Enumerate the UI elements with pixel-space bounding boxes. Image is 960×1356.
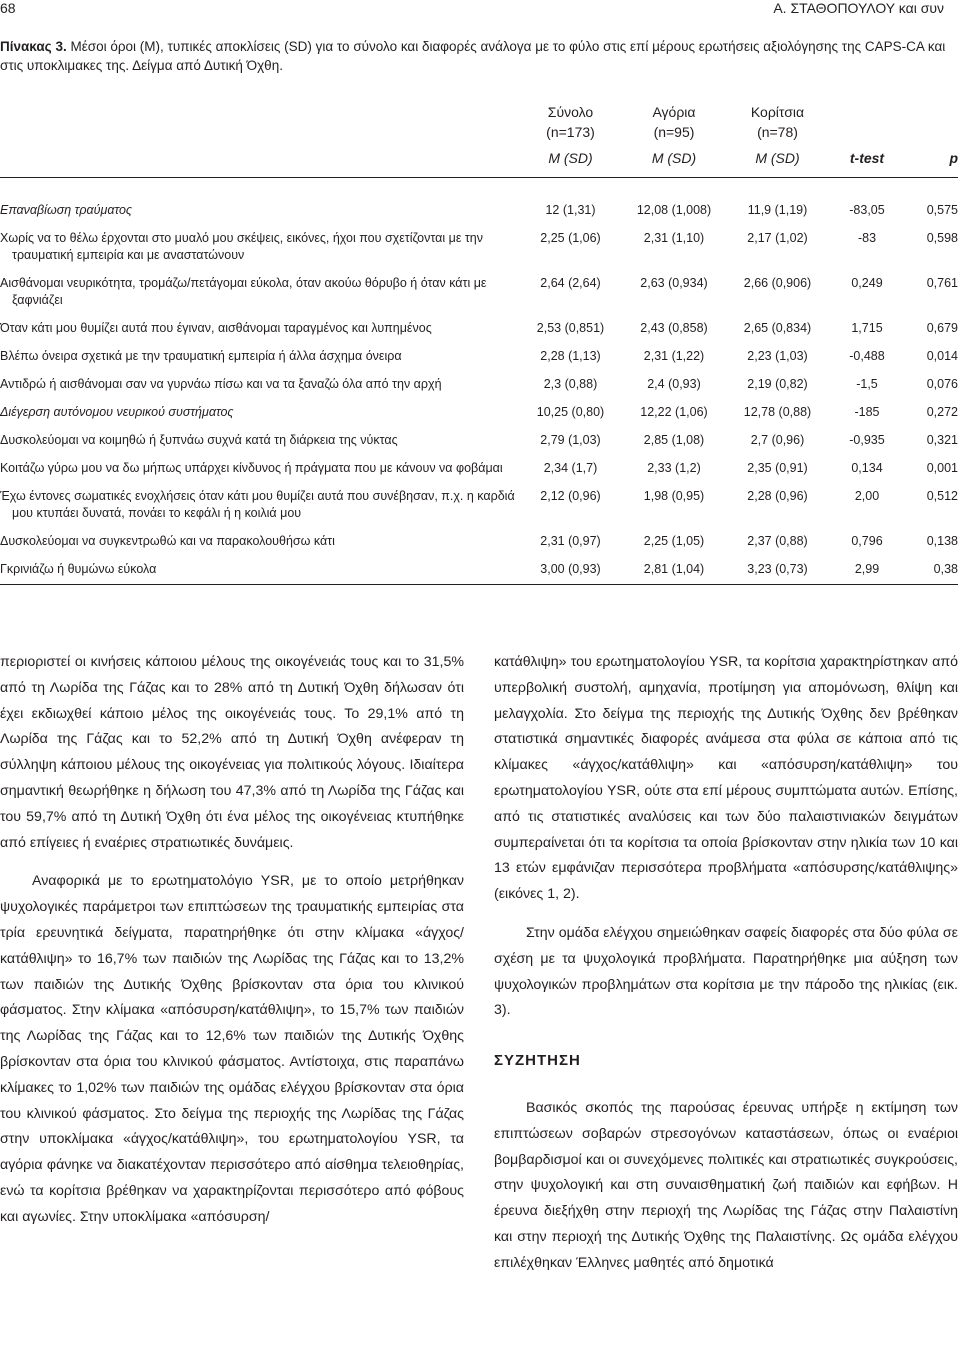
cell-t-test: 0,796 <box>851 534 883 548</box>
cell-total: 10,25 (0,80) <box>536 405 605 419</box>
row-label-text: Αντιδρώ ή αισθάνομαι σαν να γυρνάω πίσω και να τα ξαναζώ όλα από την αρχή <box>0 377 442 391</box>
row-label <box>0 178 520 220</box>
cell-total: 2,31 (0,97) <box>540 534 601 548</box>
cell-girls: 2,35 (0,91) <box>747 461 808 475</box>
row-label-text: Διέγερση αυτόνομου νευρικού συστήματος <box>0 405 234 419</box>
cell-t-test: -83 <box>857 231 877 245</box>
table-row <box>0 550 958 585</box>
body-paragraph: Στην ομάδα ελέγχου σημειώθηκαν σαφείς διαφορές στα δύο φύλα σε σχέση με τα ψυχολογικά προβλήματα. Παρατηρήθηκε μια αύξηση των ψυχολογικών προβλημάτων στα κορίτσια με την πάροδο της ηλικίας (εικ. 3). <box>494 924 958 1019</box>
row-label <box>0 550 520 585</box>
cell-t-test: 1,715 <box>851 321 883 335</box>
table-row <box>0 449 958 477</box>
blank-header-cell <box>828 102 906 150</box>
group-n: (n=173) <box>546 124 595 140</box>
row-label-text: Χωρίς να το θέλω έρχονται στο μυαλό μου σκέψεις, εικόνες, ήχοι που σχετίζονται με την τραυματική εμπειρία και με αναστατώνουν <box>0 231 484 262</box>
table-caption-label: Πίνακας 3. <box>0 39 67 54</box>
group-n: (n=78) <box>757 124 798 140</box>
cell-girls: 2,17 (1,02) <box>747 231 808 245</box>
group-name: Αγόρια <box>652 104 696 120</box>
cell-p-value: 0,38 <box>906 550 958 585</box>
cell-girls: 2,37 (0,88) <box>747 534 808 548</box>
group-header-girls <box>727 102 828 150</box>
row-label <box>0 219 520 264</box>
row-label-text: Αισθάνομαι νευρικότητα, τρομάζω/πετάγομαι εύκολα, όταν ακούω θόρυβο ή όταν κάτι με ξαφνιάζει <box>0 276 487 307</box>
cell-girls: 11,9 (1,19) <box>747 203 808 217</box>
cell-girls: 2,19 (0,82) <box>747 377 808 391</box>
row-label <box>0 477 520 522</box>
table-row <box>0 219 958 264</box>
table-row <box>0 264 958 309</box>
cell-total: 2,12 (0,96) <box>540 489 601 503</box>
stat-header: M (SD) <box>520 150 621 178</box>
cell-p-value: 0,014 <box>926 349 958 363</box>
cell-total: 2,3 (0,88) <box>543 377 598 391</box>
page-number: 68 <box>0 0 16 16</box>
table-row <box>0 309 958 337</box>
section-heading: ΣΥΖΗΤΗΣΗ <box>494 1052 581 1070</box>
blank-header-cell <box>0 150 520 178</box>
table-caption-text: Μέσοι όροι (M), τυπικές αποκλίσεις (SD) για το σύνολο και διαφορές ανάλογα με το φύλο στις επί μέρους ερωτήσεις αξιολόγησης της CAPS-CA και στις υποκλιμακες της. Δείγμα από Δυτική Όχθη. <box>0 39 946 73</box>
table-row <box>0 393 958 421</box>
cell-boys: 2,25 (1,05) <box>643 534 705 548</box>
cell-girls: 2,23 (1,03) <box>747 349 808 363</box>
cell-total: 2,79 (1,03) <box>540 433 601 447</box>
running-header: Α. ΣΤΑΘΟΠΟΥΛΟΥ και συν <box>773 0 944 16</box>
cell-total: 2,64 (2,64) <box>540 276 601 290</box>
cell-p-value: 0,679 <box>926 321 958 335</box>
cell-t-test: 2,99 <box>828 550 906 585</box>
left-text-column <box>0 650 464 1231</box>
group-header-total <box>520 102 621 150</box>
stat-header: t-test <box>828 150 906 178</box>
cell-boys: 2,85 (1,08) <box>643 433 705 447</box>
row-label-text: Γκρινιάζω ή θυμώνω εύκολα <box>0 562 157 576</box>
cell-p-value: 0,272 <box>926 405 958 419</box>
row-label-text: Όταν κάτι μου θυμίζει αυτά που έγιναν, αισθάνομαι ταραγμένος και λυπημένος <box>0 321 432 335</box>
cell-boys: 12,08 (1,008) <box>636 203 712 217</box>
cell-t-test: -83,05 <box>849 203 885 217</box>
cell-total: 3,00 (0,93) <box>520 550 621 585</box>
table-row <box>0 522 958 550</box>
table-row <box>0 178 958 220</box>
body-paragraph: κατάθλιψη» του ερωτηματολογίου YSR, τα κορίτσια χαρακτηρίστηκαν από υπερβολική συστολή, αμηχανία, προτίμηση για απομόνωση, θλίψη και μελαγχολία. Στο δείγμα της περιοχής της Δυτικής Όχθης δεν βρέθηκαν στατιστικά σημαντικές διαφορές ανάμεσα στα φύλα σε κάποια από τις κλίμακες «άγχος/κατάθλιψη» και «απόσυρση/κατάθλιψη» του ερωτηματολογίου YSR, ούτε στα επί μέρους συμπτώματα αυτών. Επίσης, από τις στατιστικές αναλύσεις και των δύο παλαιστινιακών δειγμάτων συμπεραίνεται ότι τα κορίτσια τα οποία βρίσκονταν στην ηλικία των 10 και 13 ετών εμφάνιζαν περισσότερα προβλήματα «απόσυρσης/κατάθλιψης» (εικόνες 1, 2). <box>494 654 958 903</box>
cell-p-value: 0,761 <box>926 276 958 290</box>
group-header-row <box>0 102 958 150</box>
group-header-boys <box>621 102 727 150</box>
table-row <box>0 337 958 365</box>
row-label-text: Βλέπω όνειρα σχετικά με την τραυματική εμπειρία ή άλλα άσχημα όνειρα <box>0 349 402 363</box>
group-name: Σύνολο <box>547 104 594 120</box>
cell-girls: 2,7 (0,96) <box>750 433 805 447</box>
row-label <box>0 264 520 309</box>
cell-total: 2,53 (0,851) <box>536 321 605 335</box>
cell-total: 2,28 (1,13) <box>540 349 601 363</box>
blank-header-cell <box>906 102 958 150</box>
row-label <box>0 365 520 393</box>
cell-t-test: -1,5 <box>856 377 878 391</box>
cell-total: 2,34 (1,7) <box>543 461 598 475</box>
row-label-text: Κοιτάζω γύρω μου να δω μήπως υπάρχει κίνδυνος ή πράγματα που με κάνουν να φοβάμαι <box>0 461 503 475</box>
row-label-text: Έχω έντονες σωματικές ενοχλήσεις όταν κάτι μου θυμίζει αυτά που συνέβησαν, π.χ. η καρδιά μου κτυπάει δυνατά, πονάει το κεφάλι ή η κοιλιά μου <box>0 489 515 520</box>
cell-total: 12 (1,31) <box>545 203 596 217</box>
row-label-text: Επαναβίωση τραύματος <box>0 203 132 217</box>
row-label <box>0 449 520 477</box>
row-label-text: Δυσκολεύομαι να κοιμηθώ ή ξυπνάω συχνά κατά τη διάρκεια της νύκτας <box>0 433 398 447</box>
cell-boys: 1,98 (0,95) <box>643 489 705 503</box>
cell-p-value: 0,575 <box>926 203 958 217</box>
cell-boys: 2,33 (1,2) <box>647 461 701 475</box>
cell-p-value: 0,598 <box>926 231 958 245</box>
cell-boys: 2,43 (0,858) <box>640 321 708 335</box>
blank-header-cell <box>0 102 520 150</box>
table-row <box>0 365 958 393</box>
cell-girls: 2,65 (0,834) <box>743 321 812 335</box>
row-label-text: Δυσκολεύομαι να συγκεντρωθώ και να παρακολουθήσω κάτι <box>0 534 335 548</box>
row-label <box>0 337 520 365</box>
cell-boys: 2,31 (1,10) <box>643 231 705 245</box>
stat-header: p <box>906 150 958 178</box>
cell-t-test: -185 <box>854 405 880 419</box>
body-paragraph: Αναφορικά με το ερωτηματολόγιο YSR, με το οποίο μετρήθηκαν ψυχολογικές παράμετροι των επιπτώσεων της τραυματικής εμπειρίας στα τρία ερευνητικά δείγματα, παρατηρήθηκε ότι στην κλίμακα «άγχος/κατάθλιψη» το 16,7% των παιδιών της Λωρίδας της Γάζας και το 13,2% των παιδιών της Δυτικής Όχθης βρίσκονταν στα όρια του κλινικού φάσματος. Στην κλίμακα «απόσυρση/κατάθλιψη», το 15,7% των παιδιών της Λωρίδας της Γάζας και το 12,6% των παιδιών της Δυτικής Όχθης βρίσκονταν στα όρια του κλινικού φάσματος. Αντίστοιχα, στις παραπάνω κλίμακες το 1,02% των παιδιών της ομάδας ελέγχου βρίσκονταν στα όρια του κλινικού φάσματος. Στο δείγμα της περιοχής της Λωρίδας της Γάζας στην υποκλίμακα «άγχος/κατάθλιψη», του ερωτηματολογίου YSR, τα αγόρια φάνηκε να διακατέχονταν περισσότερο από αίσθημα τελειοθηρίας, ενώ τα κορίτσια βρέθηκαν να χαρακτηρίζονται περισσότερο από φόβους και αγωνίες. Στην υποκλίμακα «απόσυρση/ <box>0 873 464 1225</box>
cell-boys: 2,31 (1,22) <box>643 349 705 363</box>
table-caption <box>0 37 955 75</box>
results-table <box>0 102 958 585</box>
cell-boys: 2,4 (0,93) <box>647 377 701 391</box>
table-body <box>0 178 958 585</box>
stat-header: M (SD) <box>727 150 828 178</box>
body-paragraph: περιοριστεί οι κινήσεις κάποιου μέλους της οικογένειάς τους και το 31,5% από τη Λωρίδα της Γάζας και το 28% από τη Δυτική Όχθη δήλωσαν ότι έχει εκδιωχθεί κάποιο μέλος της οικογένειάς τους. Το 29,1% από τη Λωρίδα της Γάζας και το 52,2% από τη Δυτική Όχθη ανέφεραν τη σύλληψη κάποιου μέλους της οικογένειας για πολιτικούς λόγους. Ιδιαίτερα σημαντική θεωρήθηκε η δήλωση του 47,3% από τη Λωρίδα της Γάζας και του 59,7% από τη Δυτική Όχθη ότι ένα μέλος της οικογένειας κτυπήθηκε από επίγειες ή εναέριες στρατιωτικές δυνάμεις. <box>0 654 464 851</box>
cell-p-value: 0,138 <box>926 534 958 548</box>
row-label <box>0 522 520 550</box>
cell-p-value: 0,076 <box>926 377 958 391</box>
cell-t-test: 0,134 <box>851 461 883 475</box>
row-label <box>0 421 520 449</box>
cell-girls: 2,28 (0,96) <box>747 489 808 503</box>
cell-t-test: -0,935 <box>849 433 885 447</box>
stat-header: M (SD) <box>621 150 727 178</box>
row-label <box>0 309 520 337</box>
cell-p-value: 0,001 <box>926 461 958 475</box>
group-n: (n=95) <box>653 124 695 140</box>
cell-girls: 3,23 (0,73) <box>727 550 828 585</box>
cell-boys: 2,81 (1,04) <box>621 550 727 585</box>
cell-p-value: 0,512 <box>926 489 958 503</box>
stat-header-row <box>0 150 958 178</box>
cell-girls: 12,78 (0,88) <box>743 405 812 419</box>
cell-total: 2,25 (1,06) <box>540 231 601 245</box>
table-row <box>0 421 958 449</box>
cell-boys: 2,63 (0,934) <box>640 276 708 290</box>
cell-t-test: 2,00 <box>854 489 880 503</box>
cell-boys: 12,22 (1,06) <box>640 405 708 419</box>
cell-t-test: -0,488 <box>849 349 885 363</box>
table-row <box>0 477 958 522</box>
right-text-column <box>494 650 958 1277</box>
body-paragraph: Βασικός σκοπός της παρούσας έρευνας υπήρξε η εκτίμηση των επιπτώσεων σοβαρών στρεσογόνων καταστάσεων, όπως οι εναέριοι βομβαρδισμοί και οι συνεχόμενες πολιτικές και στρατιωτικές συγκρούσεις, στην ψυχολογική και στη συναισθηματική ζωή παιδιών και εφήβων. Η έρευνα διεξήχθη στην περιοχή της Λωρίδας της Γάζας στην Παλαιστίνη και στην περιοχή της Δυτικής Όχθης της Παλαιστίνης. Ως ομάδα ελέγχου επιλέχθηκαν Έλληνες μαθητές από δημοτικά <box>494 1099 958 1271</box>
cell-t-test: 0,249 <box>851 276 883 290</box>
cell-p-value: 0,321 <box>926 433 958 447</box>
row-label <box>0 393 520 421</box>
group-name: Κορίτσια <box>750 104 805 120</box>
cell-girls: 2,66 (0,906) <box>743 276 812 290</box>
